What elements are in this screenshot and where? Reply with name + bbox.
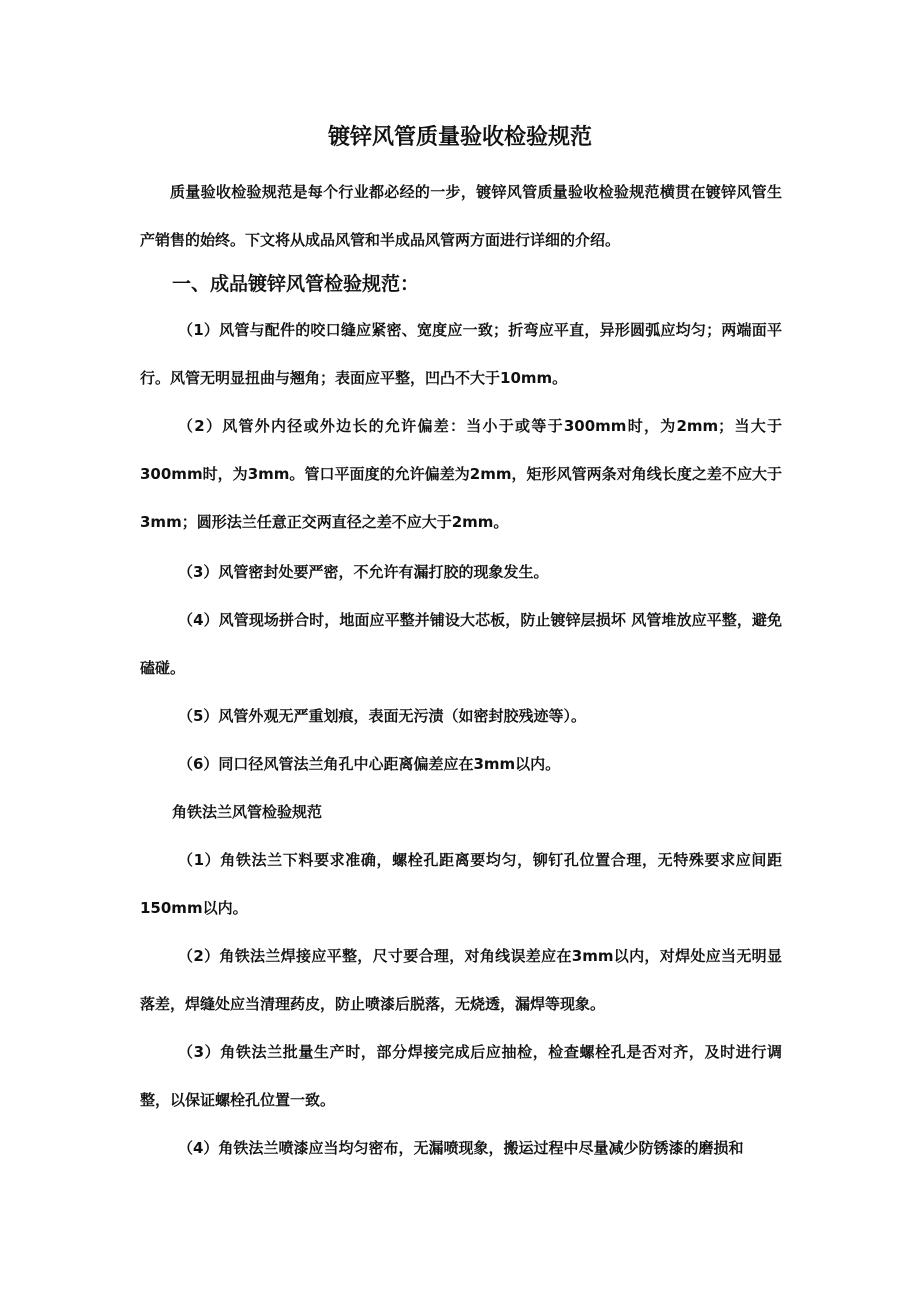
angle-flange-item-2: （2）角铁法兰焊接应平整，尺寸要合理，对角线误差应在3mm以内，对焊处应当无明显落差，焊缝处应当清理药皮，防止喷漆后脱落，无烧透，漏焊等现象。 — [140, 947, 782, 1013]
intro-paragraph: 质量验收检验规范是每个行业都必经的一步，镀锌风管质量验收检验规范横贯在镀锌风管生产销售的始终。下文将从成品风管和半成品风管两方面进行详细的介绍。 — [140, 183, 782, 249]
section-heading-angle-flange: 角铁法兰风管检验规范 — [172, 803, 323, 821]
angle-flange-item-4: （4）角铁法兰喷漆应当均匀密布，无漏喷现象，搬运过程中尽量减少防锈漆的磨损和 — [178, 1139, 744, 1157]
finished-duct-item-2: （2）风管外内径或外边长的允许偏差：当小于或等于300mm时，为2mm；当大于300mm时，为3mm。管口平面度的允许偏差为2mm，矩形风管两条对角线长度之差不应大于3mm；圆形法兰任意正交两直径之差不应大于2mm。 — [140, 417, 782, 531]
finished-duct-item-1: （1）风管与配件的咬口缝应紧密、宽度应一致；折弯应平直，异形圆弧应均匀；两端面平行。风管无明显扭曲与翘角；表面应平整，凹凸不大于10mm。 — [140, 321, 782, 387]
finished-duct-item-6: （6）同口径风管法兰角孔中心距离偏差应在3mm以内。 — [178, 755, 561, 773]
section-heading-finished-duct: 一、成品镀锌风管检验规范： — [172, 273, 420, 295]
document-title: 镀锌风管质量验收检验规范 — [327, 125, 592, 150]
finished-duct-item-3: （3）风管密封处要严密，不允许有漏打胶的现象发生。 — [178, 563, 549, 581]
angle-flange-item-3: （3）角铁法兰批量生产时，部分焊接完成后应抽检，检查螺栓孔是否对齐，及时进行调整，以保证螺栓孔位置一致。 — [140, 1043, 782, 1109]
angle-flange-item-1: （1）角铁法兰下料要求准确，螺栓孔距离要均匀，铆钉孔位置合理，无特殊要求应间距150mm以内。 — [140, 851, 782, 917]
finished-duct-item-4: （4）风管现场拼合时，地面应平整并铺设大芯板，防止镀锌层损坏 风管堆放应平整，避免磕碰。 — [140, 611, 782, 677]
finished-duct-item-5: （5）风管外观无严重划痕，表面无污渍（如密封胶残迹等）。 — [178, 707, 586, 725]
